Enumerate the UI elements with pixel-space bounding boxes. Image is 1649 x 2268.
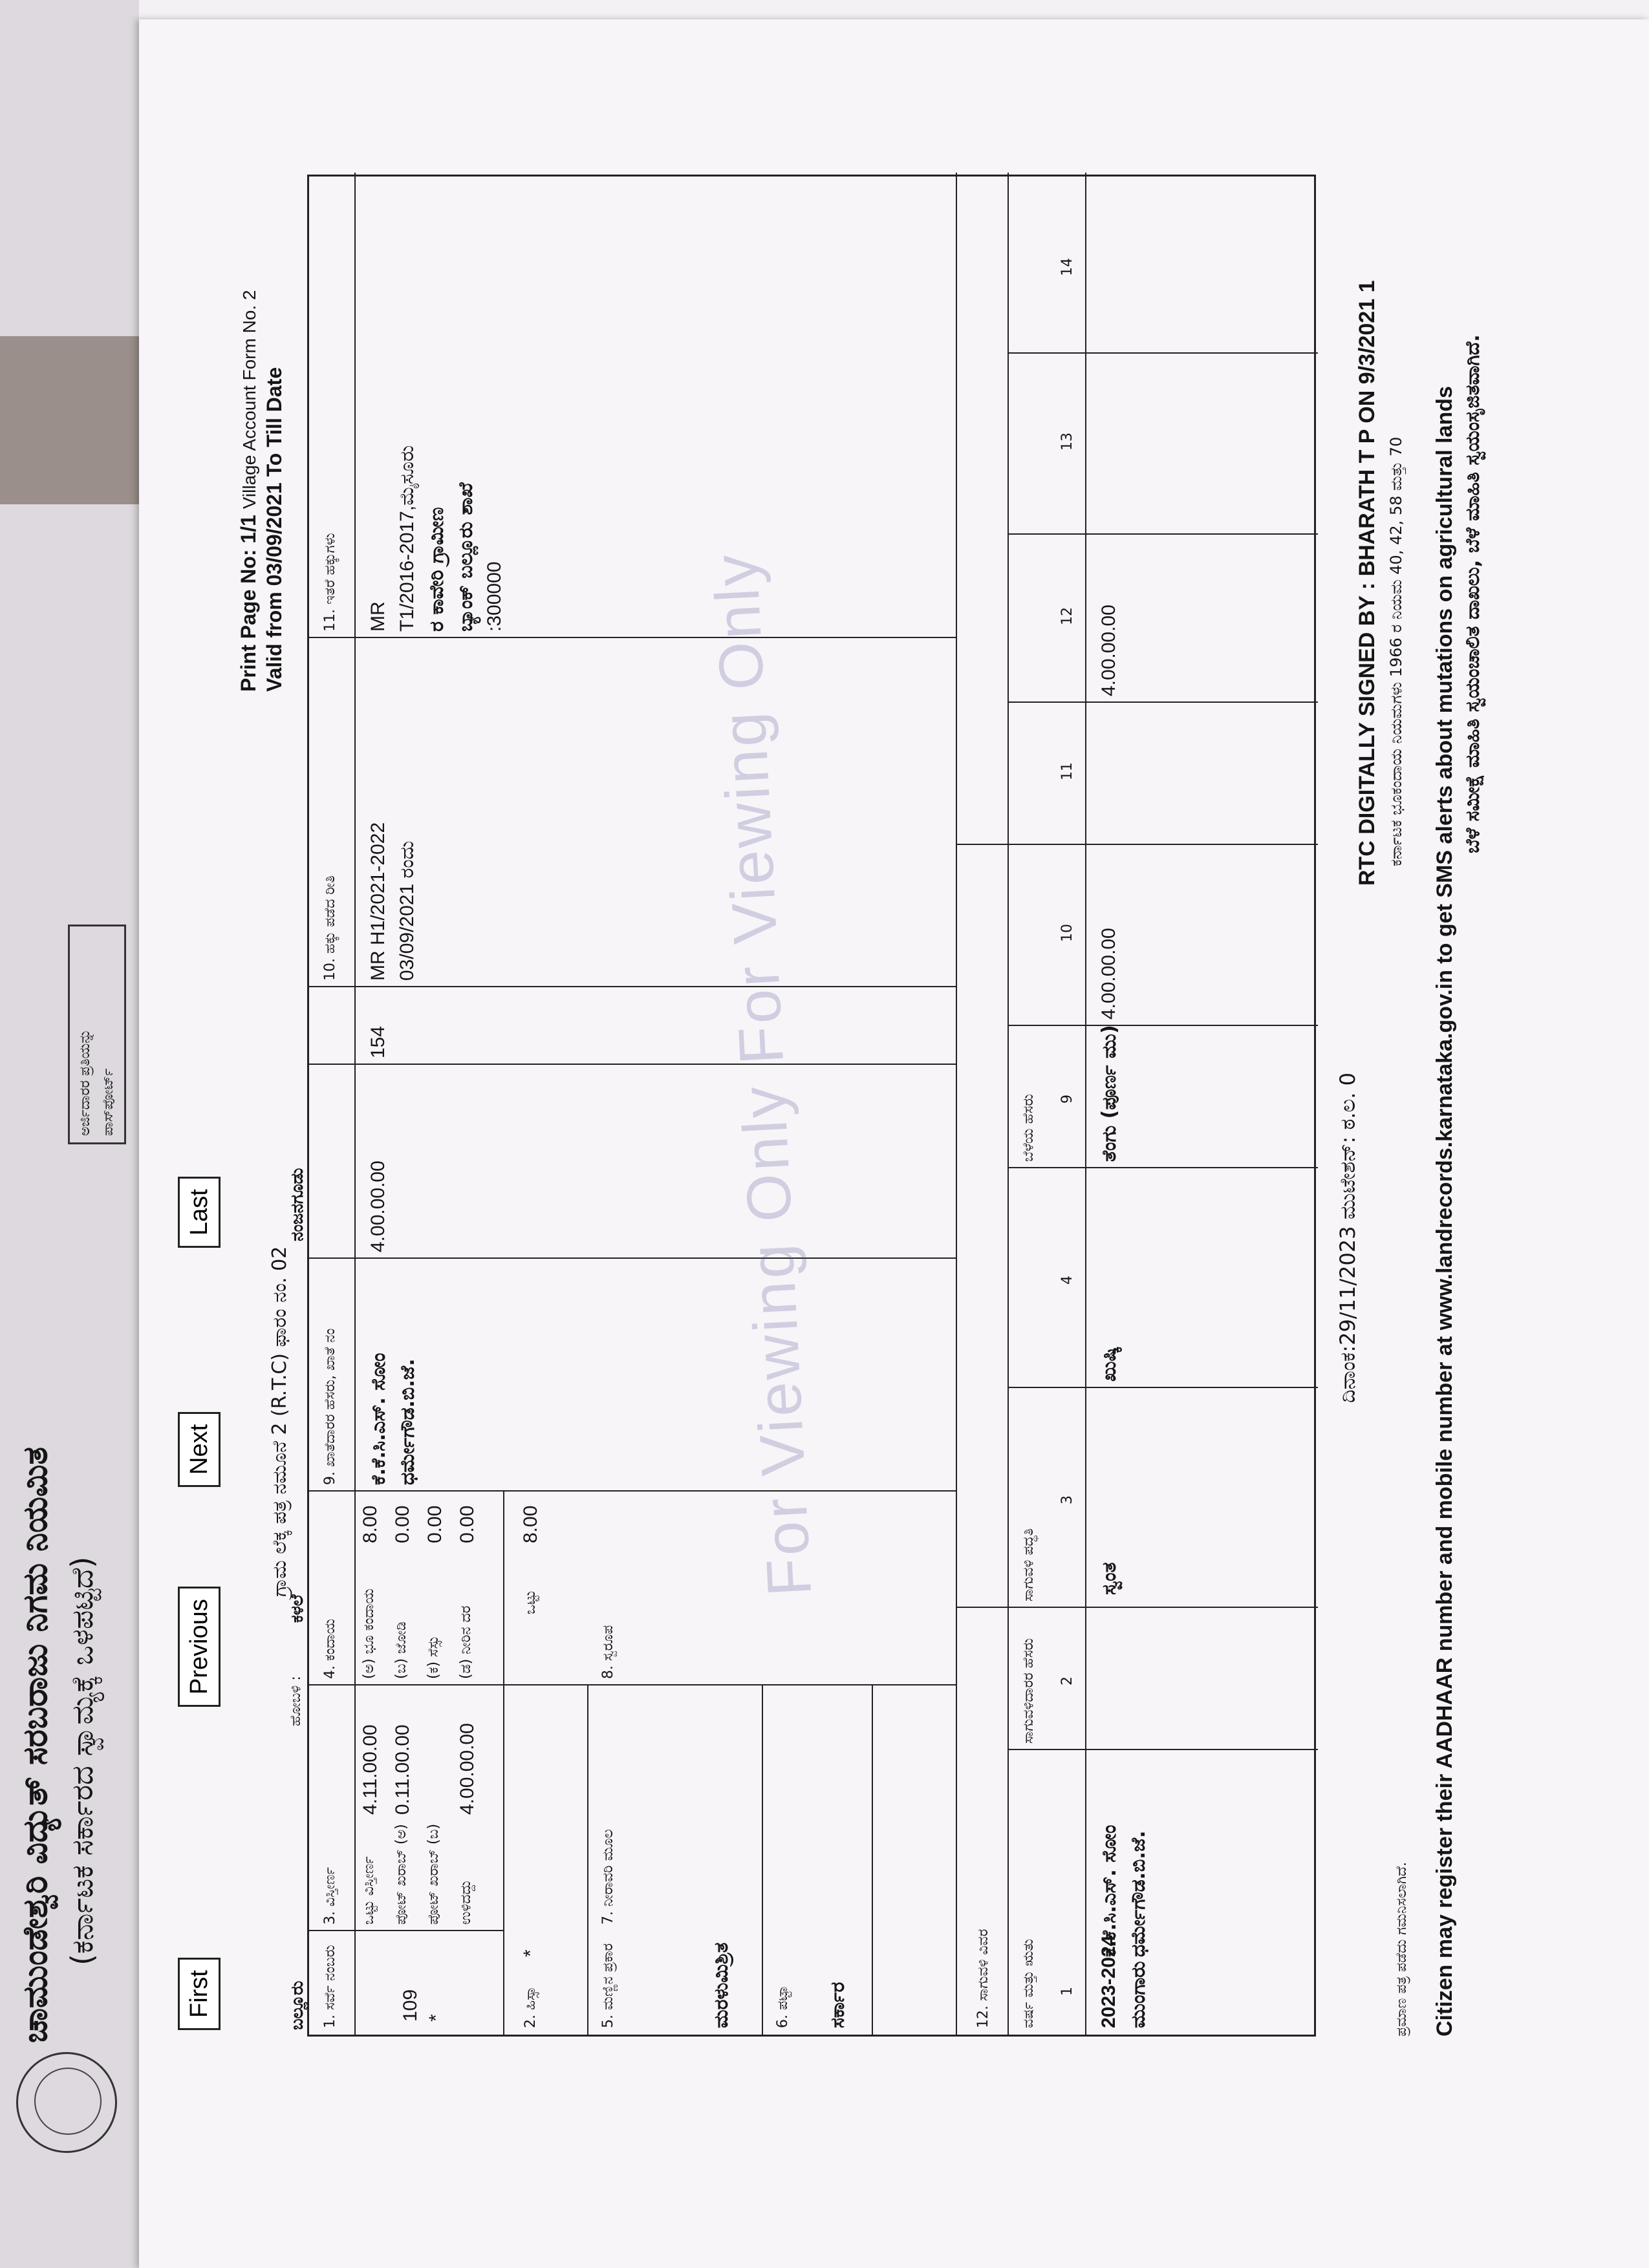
kandaya-d-label: (ಡ) ನೀರಿನ ದರ [458, 1605, 474, 1679]
survey-no-label: 1. ಸರ್ವೆ ನಂಬರು [322, 1945, 338, 2028]
area-label: 3. ವಿಸ್ತೀರ್ಣ [322, 1867, 338, 1925]
form-heading: ಗ್ರಾಮ ಲೆಕ್ಕ ಪತ್ರ ನಮೂನೆ 2 (R.T.C) ಫಾರಂ ನಂ. 02 [268, 1246, 291, 1597]
kandaya-c: 0.00 [424, 1505, 446, 1543]
col-num: 3 [1059, 1495, 1075, 1504]
owner-extent: 4.00.00.00 [367, 1161, 389, 1252]
owner-name: ಕೆ.ಕೆ.ಸಿ.ಎಸ್. ಸೋಂ [367, 1353, 390, 1485]
print-page-no: Print Page No: 1/1 [237, 515, 260, 692]
village-account-form: Village Account Form No. 2 [239, 290, 259, 509]
rtc-table [307, 175, 1316, 2037]
crop-mode-header: ಸಾಗುವಳಿ ಪದ್ಧತಿ [1020, 1528, 1037, 1601]
col-num: 1 [1059, 1987, 1075, 1996]
kandaya-b-label: (ಬ) ಜೋಡಿ [393, 1621, 409, 1679]
crop-year: 2023-2024 [1098, 1935, 1119, 2028]
bank-line-1: MR [367, 601, 389, 632]
act-reference: ಕರ್ನಾಟಕ ಭೂಕಂದಾಯ ನಿಯಮಗಳು 1966 ರ ನಿಯಮ 40, 42, 58 ಮತ್ತು 70 [1387, 436, 1405, 866]
col-num: 14 [1059, 258, 1075, 276]
col-num: 13 [1059, 433, 1075, 451]
kharab-b-label: ಪೋಟ್ ಖರಾಬ್ (ಬ) [426, 1823, 442, 1925]
cultivator-name-2: ಧರ್ಮೇಗೌಡ.ಬಿ.ಜೆ. [1127, 1830, 1150, 1957]
kandaya-a-label: (ಅ) ಭೂ ಕಂದಾಯ [361, 1589, 377, 1679]
khata-no: 154 [367, 1025, 389, 1058]
last-button[interactable]: Last [178, 1177, 221, 1248]
previous-button[interactable]: Previous [178, 1587, 221, 1707]
company-subtitle: (ಕರ್ನಾಟಕ ಸರ್ಕಾರದ ಸ್ವಾಮ್ಯಕ್ಕೆ ಒಳಪಟ್ಟಿದೆ) [65, 1556, 100, 1965]
first-button[interactable]: First [178, 1958, 221, 2030]
landuse-label: 8. ಸ್ವರೂಪ [600, 1625, 616, 1679]
col-num: 11 [1059, 762, 1075, 780]
crop-survey-note: ಬೆಳೆ ಸಮೀಕ್ಷೆ ಮಾಹಿತಿ ಸ್ವಯಂಚಾಲಿತ ದಾಖಲು, ಬೆಳೆ ಮಾಹಿತಿ ಸ್ವಯಂಸೃಜಿತವಾಗಿದೆ. [1461, 334, 1484, 853]
owner-name-2: ಧರ್ಮೇಗೌಡ.ಬಿ.ಜೆ. [396, 1358, 419, 1485]
village-name: ಬಲ್ಲೂರು [288, 1980, 307, 2030]
kandaya-d: 0.00 [457, 1505, 478, 1543]
crop-area-10: 4.00.00.00 [1098, 928, 1119, 1020]
citizen-notice: Citizen may register their AADHAAR number and mobile number at www.landrecords.karnataka.gov.in to get SMS alerts about mutations on agricultural lands [1432, 386, 1457, 2037]
next-button[interactable]: Next [178, 1412, 221, 1487]
cultivation-mode: ಸ್ವಂತ [1098, 1562, 1121, 1595]
hobli-name: ಕಳಲೆ [288, 1594, 307, 1623]
balance-label: ಉಳಿದದ್ದು [458, 1879, 474, 1925]
crop-name-header: ಬೆಳೆಯ ಹೆಸರು [1020, 1093, 1037, 1162]
stamp-line-1: ಅರ್ಜಿದಾರರ ಪ್ರತಿಯನ್ನು [77, 1029, 93, 1136]
kandaya-total: 8.00 [520, 1505, 541, 1543]
kharab-a-label: ಪೋಟ್ ಖರಾಬ್ (ಅ) [393, 1824, 409, 1925]
valid-from: Valid from 03/09/2021 To Till Date [263, 367, 286, 692]
page-header [3, 84, 171, 2179]
bank-line-5: :300000 [484, 561, 505, 632]
crop-name: ತೆಂಗು (ಪೂರ್ಣ ಮು) [1098, 1025, 1121, 1162]
hissa-label: 2. ಹಿಸ್ಸಾ [523, 1986, 539, 2028]
kandaya-label: 4. ಕಂದಾಯ [322, 1618, 338, 1679]
col-num: 4 [1059, 1276, 1075, 1285]
kandaya-total-label: ಒಟ್ಟು [523, 1590, 539, 1614]
mr-entry-1: MR H1/2021-2022 [367, 822, 389, 981]
crop-year-header: ವರ್ಷ ಮತ್ತು ಋತು [1020, 1939, 1037, 2028]
crop-section-label: 12. ಸಾಗುವಳಿ ವಿವರ [975, 1929, 991, 2028]
stamp-line-2: ಪಾಸ್‌ಪೋರ್ಟ್ [100, 1068, 116, 1136]
area-total: 4.11.00.00 [360, 1724, 381, 1815]
emblem-logo [16, 2052, 117, 2153]
soil-label: 5. ಮಣ್ಣಿನ ಪ್ರಕಾರ [600, 1943, 616, 2028]
footer-note-left: ಪ್ರಮಾಣ ಪತ್ರ ಪಡೆದು ಗಮನಿಸಲಾಗಿದೆ. [1394, 1861, 1410, 2037]
irrigation-type: ಖುಷ್ಕಿ [1098, 1346, 1121, 1382]
col-num: 2 [1059, 1676, 1075, 1685]
print-info [236, 290, 286, 692]
footer-date: ದಿನಾಂಕ:29/11/2023 ಮುಟೇಶನ್: ಠ.ಲ. 0 [1335, 1073, 1360, 1403]
area-total-label: ಒಟ್ಟು ವಿಸ್ತೀರ್ಣ [361, 1856, 377, 1925]
crop-area-12: 4.00.00.00 [1098, 604, 1119, 696]
col10-label: 10. ಹಕ್ಕು ಪಡೆದ ರೀತಿ [322, 875, 338, 981]
applicant-stamp-box [68, 925, 126, 1144]
kandaya-a: 8.00 [360, 1505, 381, 1543]
crop-cultivator-header: ಸಾಗುವಳಿದಾರರ ಹೆಸರು [1020, 1638, 1037, 1744]
col-num: 12 [1059, 607, 1075, 625]
col11-label: 11. ಇತರೆ ಹಕ್ಕುಗಳು [322, 533, 338, 632]
survey-no: 109 [400, 1989, 421, 2022]
irrigation-label: 7. ನೀರಾವರಿ ಮೂಲ [600, 1829, 616, 1925]
mr-entry-2: 03/09/2021 ರಂದು [396, 840, 418, 981]
bank-line-3: ರ ಕಾವೇರಿ ಗ್ರಾಮೀಣ [426, 507, 448, 632]
bank-line-2: T1/2016-2017,ಮೈಸೂರು [396, 445, 418, 632]
bank-line-4: ಬ್ಯಾಂಕ್ ಬಲ್ಲೂರು ಶಾಖೆ [455, 482, 477, 632]
for-viewing-only-watermark: For Viewing Only For Viewing Only [700, 550, 825, 1598]
kandaya-b: 0.00 [392, 1505, 413, 1543]
cultivator-name: ಕೆ.ಕೆ.ಸಿ.ಎಸ್. ಸೋಂ [1098, 1824, 1121, 1957]
crop-season: ಮುಂಗಾರು [1127, 1961, 1150, 2028]
digital-signature: RTC DIGITALLY SIGNED BY : BHARATH T P ON 9/3/2021 1 [1355, 280, 1379, 886]
col-num: 10 [1059, 924, 1075, 942]
hissa: * [520, 1949, 541, 1957]
kharab-a: 0.11.00.00 [392, 1724, 413, 1815]
tenure-label: 6. ಪಟ್ಟಾ [775, 1985, 791, 2028]
owner-col-label: 9. ಖಾತೆದಾರರ ಹೆಸರು, ಖಾತೆ ನಂ [322, 1328, 338, 1485]
soil-type: ಮರಳುಮಿಶ್ರಿತ [710, 1942, 733, 2028]
hobli-label: ಹೋಬಳಿ : [288, 1676, 304, 1726]
company-title: ಚಾಮುಂಡೇಶ್ವರಿ ವಿದ್ಯುತ್ ಸರಬರಾಜು ನಿಗಮ ನಿಯಮಿತ [16, 1446, 55, 2043]
kandaya-c-label: (ಕ) ಸೆಸ್ಸು [426, 1635, 442, 1679]
taluk-name: ನಂಜನಗೂಡು [288, 1168, 307, 1241]
rotated-rtc-page [3, 84, 1491, 2179]
tenure: ಸರ್ಕಾರ [826, 1982, 849, 2028]
balance: 4.00.00.00 [457, 1723, 478, 1815]
survey-mark: * [426, 2014, 447, 2022]
col-num: 9 [1059, 1095, 1075, 1104]
